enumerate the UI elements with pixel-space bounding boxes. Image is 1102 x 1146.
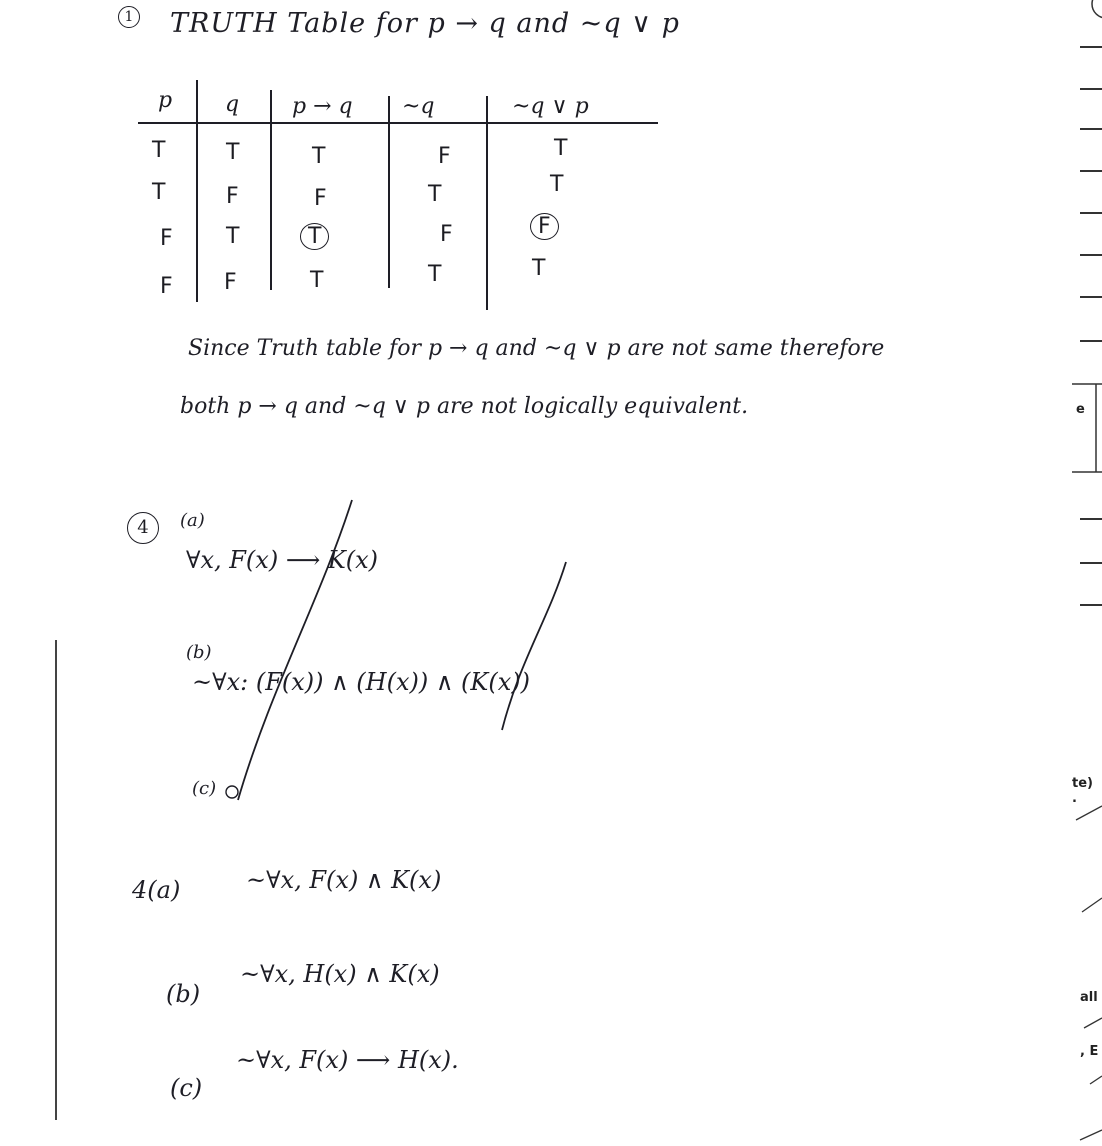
question-1-number: 1	[118, 6, 140, 28]
conclusion-line-1: Since Truth table for p → q and ~q ∨ p are not same therefore	[188, 336, 885, 361]
q4-part-b-expr: ~∀x: (F(x)) ∧ (H(x)) ∧ (K(x))	[192, 668, 530, 696]
rewrite-c-label: (c)	[170, 1074, 203, 1102]
q4-part-a-expr: ∀x, F(x) ⟶ K(x)	[186, 546, 379, 574]
conclusion-line-2: both p → q and ~q ∨ p are not logically equivalent.	[180, 394, 749, 419]
rewrite-a-expr: ~∀x, F(x) ∧ K(x)	[246, 866, 442, 894]
header-p-implies-q: p → q	[292, 94, 353, 119]
cell: T	[226, 140, 240, 165]
question-4-number: 4	[127, 512, 159, 544]
cell: T	[532, 256, 546, 281]
cell: F	[224, 270, 237, 295]
edge-fragment: te) .	[1072, 776, 1093, 806]
header-q: q	[225, 92, 240, 117]
rewrite-b-label: (b)	[166, 980, 201, 1008]
cell-circled: F	[530, 214, 559, 239]
rewrite-b-expr: ~∀x, H(x) ∧ K(x)	[240, 960, 440, 988]
header-p: p	[158, 88, 173, 113]
underlying-page-edge	[1072, 0, 1102, 1146]
truth-table-heading: TRUTH Table for p → q and ~q ∨ p	[170, 8, 680, 39]
q4-part-b-label: (b)	[186, 642, 212, 663]
q4-part-c-label: (c)	[192, 778, 217, 799]
cell: T	[312, 144, 326, 169]
header-not-q: ~q	[402, 94, 435, 119]
rewrite-label: 4(a)	[132, 876, 181, 904]
q4-part-a-label: (a)	[180, 510, 205, 531]
cell: T	[554, 136, 568, 161]
edge-marks	[1072, 0, 1102, 1146]
cell: T	[226, 224, 240, 249]
cell: F	[160, 226, 173, 251]
edge-fragment: all	[1080, 990, 1098, 1005]
left-margin-line	[55, 640, 57, 1120]
cell: F	[226, 184, 239, 209]
cell: T	[152, 138, 166, 163]
rewrite-c-expr: ~∀x, F(x) ⟶ H(x).	[236, 1046, 459, 1074]
cell: F	[160, 274, 173, 299]
cell: T	[310, 268, 324, 293]
header-not-q-or-p: ~q ∨ p	[512, 94, 589, 119]
edge-fragment: , E	[1080, 1044, 1099, 1059]
cell: F	[314, 186, 327, 211]
cell: T	[428, 262, 442, 287]
edge-fragment: e	[1076, 402, 1085, 417]
cell: T	[550, 172, 564, 197]
cell: T	[152, 180, 166, 205]
cell: T	[428, 182, 442, 207]
cell: F	[440, 222, 453, 247]
cell: F	[438, 144, 451, 169]
cell-circled: T	[300, 224, 329, 249]
